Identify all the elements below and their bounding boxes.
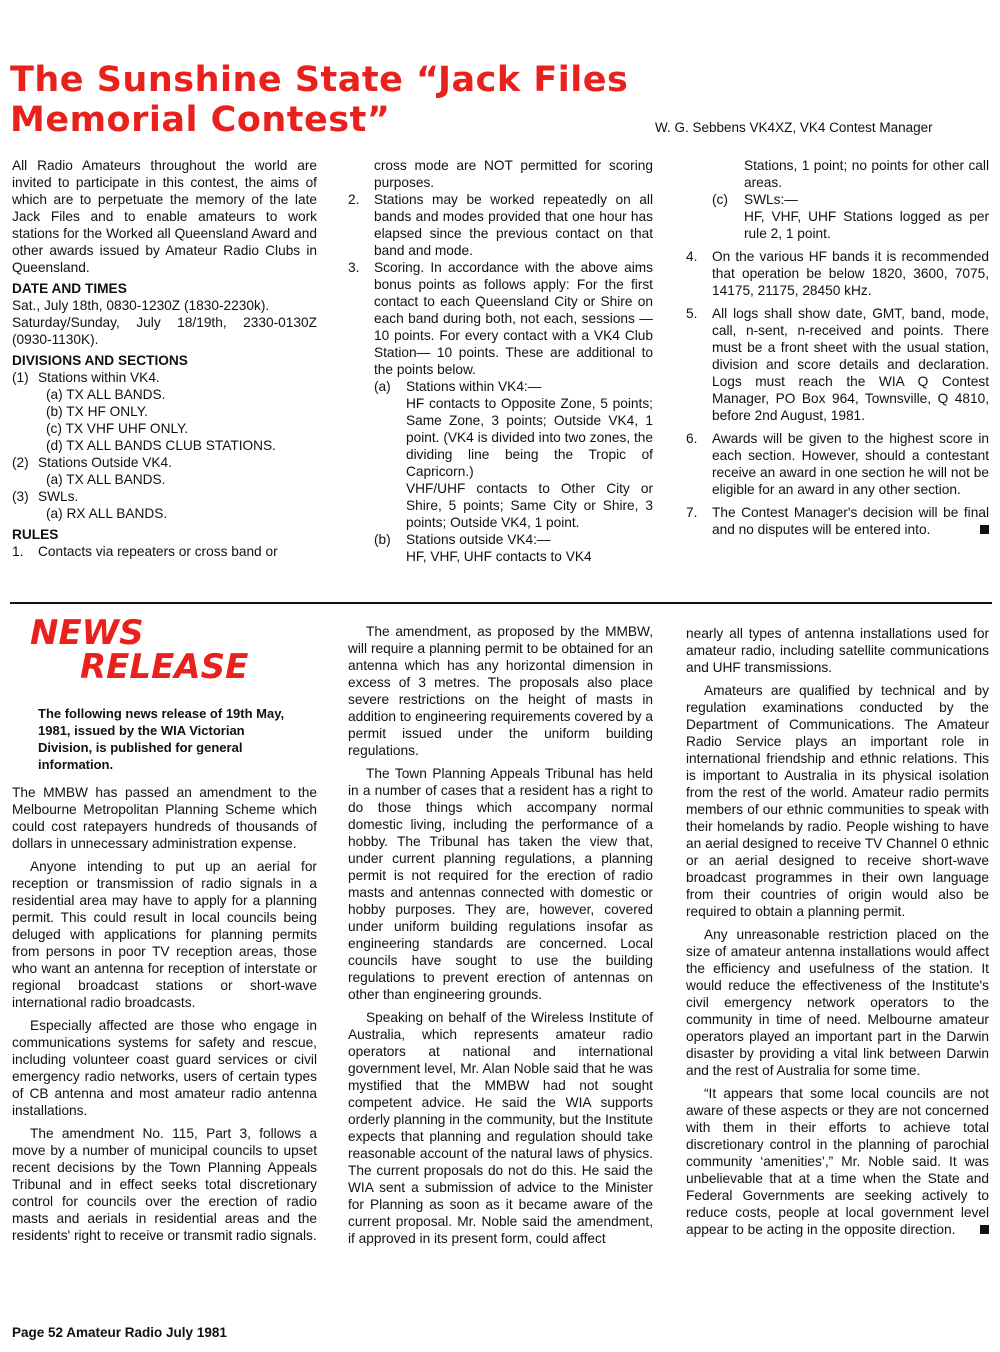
rule-3a: (a) Stations within VK4:—	[374, 379, 542, 394]
division-1a: (a) TX ALL BANDS.	[46, 387, 166, 402]
divisions-heading: DIVISIONS AND SECTIONS	[12, 353, 188, 368]
news-column-1	[12, 784, 317, 1244]
rule-7: 7. The Contest Manager's decision will be final and no disputes will be entered into.	[686, 505, 989, 537]
rule-1-start: 1. Contacts via repeaters or cross band or	[12, 544, 278, 559]
section-divider	[10, 602, 992, 604]
rule-3: 3. Scoring. In accordance with the above aims bonus points as follows apply: For the first contact to each Queensland City or Shire on each band during both, not each, sessions — 10 points. For every contact with a VK4 Club Station— 10 points. These are additional to the points below.	[348, 260, 653, 377]
rule-4: 4. On the various HF bands it is recommended that operation be below 1820, 3600, 7075, 14175, 21175, 28450 kHz.	[686, 249, 989, 298]
division-2a: (a) TX ALL BANDS.	[46, 472, 166, 487]
rule-2: 2. Stations may be worked repeatedly on all bands and modes provided that one hour has elapsed since the previous contact on that band and mode.	[348, 192, 653, 258]
division-1d: (d) TX ALL BANDS CLUB STATIONS.	[46, 438, 276, 453]
news-paragraph-6: The Town Planning Appeals Tribunal has held in a number of cases that a resident has a right to do those things which accompany normal domestic living, including the performance of a hobby. The Tribunal has taken the view that, under current planning regulations, a planning permit is not required for the erection of radio masts and antennas connected with domestic or hobby purposes. They are, however, covered under uniform building regulations insofar as engineering standards are concerned. Local councils have sought to use the building regulations to prevent erection of antennas on other than engineering grounds.	[348, 766, 653, 1002]
end-mark-icon	[980, 1225, 989, 1234]
division-1: (1) Stations within VK4.	[12, 370, 160, 385]
contest-column-2	[348, 157, 653, 565]
news-paragraph-1: The MMBW has passed an amendment to the Melbourne Metropolitan Planning Scheme which could cost ratepayers hundreds of thousands of dollars in unnecessary administration expense.	[12, 785, 317, 851]
news-paragraph-11: “It appears that some local councils are not aware of these aspects or they are not concerned with them in their efforts to achieve total discretionary control in the planning of parochial community ‘amenities’,” Mr. Noble said. It was unbelievable that at a time when the State and Federal Governments are seeking actively to reduce costs, people at local government level appear to be acting in the opposite direction.	[686, 1086, 989, 1237]
rule-3a-hf: HF contacts to Opposite Zone, 5 points; Same Zone, 3 points; Outside VK4, 1 point. (VK4 is divided into two zones, the dividing line being the Tropic of Capricorn.)	[406, 396, 653, 479]
rule-3c-text: HF, VHF, UHF Stations logged as per rule 2, 1 point.	[744, 209, 989, 241]
news-paragraph-2: Anyone intending to put up an aerial for reception or transmission of radio signals in a residential area may have to apply for a planning permit. This could result in local councils being deluged with applications for planning permits from persons in poor TV reception areas, those who want an antenna for reception of interstate or regional broadcast stations or short-wave international radio broadcasts.	[12, 859, 317, 1010]
rule-6: 6. Awards will be given to the highest score in each section. However, should a contestant receive an award in one section he will not be eligible for an award in any other section.	[686, 431, 989, 497]
news-column-3	[686, 625, 989, 1238]
division-1c: (c) TX VHF UHF ONLY.	[46, 421, 189, 436]
rules-heading: RULES	[12, 527, 59, 542]
news-paragraph-7: Speaking on behalf of the Wireless Institute of Australia, which represents amateur radio operators at national and international government level, Mr. Alan Noble said that he was mystified that the MMBW had not sought competent advice. He said the WIA supports orderly planning in the community, but the Institute expects that planning and regulation should take reasonable account of the natural laws of physics. The current proposals do not do this. He said the WIA sent a submission of advice to the Minister for Planning as soon as it became aware of the current proposal. Mr. Noble said the amendment, if approved in its present form, could affect	[348, 1010, 653, 1246]
contest-column-1	[12, 157, 317, 560]
rule-1-cont: cross mode are NOT permitted for scoring purposes.	[374, 158, 653, 190]
news-paragraph-4: The amendment No. 115, Part 3, follows a move by a number of municipal councils to upset recent decisions by the Town Planning Appeals Tribunal and in effect seeks total discretionary control for councils over the erection of radio masts and aerials in residential areas and the residents' right to receive or transmit radio signals.	[12, 1126, 317, 1243]
news-paragraph-8: nearly all types of antenna installations used for amateur radio, including satellite communications and UHF transmissions.	[686, 626, 989, 675]
news-lead: The following news release of 19th May, 1981, issued by the WIA Victorian Division, is published for general information.	[38, 706, 285, 772]
rule-3c: (c) SWLs:—	[712, 192, 798, 207]
division-2: (2) Stations Outside VK4.	[12, 455, 172, 470]
dates-line-1: Sat., July 18th, 0830-1230Z (1830-2230k).	[12, 298, 270, 313]
rule-3b-text: HF, VHF, UHF contacts to VK4	[406, 549, 592, 564]
news-paragraph-10: Any unreasonable restriction placed on the size of amateur antenna installations would affect the efficiency and usefulness of the station. It would reduce the effectiveness of the Institute's civil emergency network operators to the community in time of need. Melbourne amateur operators played an important part in the Darwin disaster by providing a vital link between Darwin and the rest of Australia for some time.	[686, 927, 989, 1078]
news-column-2	[348, 623, 653, 1247]
rule-3a-vhf: VHF/UHF contacts to Other City or Shire, 5 points; Same City or Shire, 3 points; Outside VK4, 1 point.	[406, 481, 653, 530]
rule-3b-cont: Stations, 1 point; no points for other call areas.	[744, 158, 989, 190]
division-3a: (a) RX ALL BANDS.	[46, 506, 168, 521]
news-paragraph-9: Amateurs are qualified by technical and by regulation examinations conducted by the Department of Communications. The Amateur Radio Service plays an important role in international friendship and ethnic relations. This is important to Australia in its physical isolation from the rest of the world. Amateur radio permits members of our ethnic communities to speak with their homelands by radio. People wishing to have an aerial designed to receive TV Channel 0 ethnic or an aerial designed to receive short-wave broadcast programmes in their own language from their countries of origin would also be required to obtain a planning permit.	[686, 683, 989, 919]
contest-intro: All Radio Amateurs throughout the world are invited to participate in this contest, the aims of which are to perpetuate the memory of the late Jack Files and to enable amateurs to work stations for the Worked all Queensland Award and other awards issued by Amateur Radio Clubs in Queensland.	[12, 158, 317, 275]
division-1b: (b) TX HF ONLY.	[46, 404, 148, 419]
page-footer: Page 52 Amateur Radio July 1981	[12, 1325, 227, 1340]
contest-column-3	[686, 157, 989, 538]
title-line-2: Memorial Contest”	[10, 100, 391, 140]
division-3: (3) SWLs.	[12, 489, 79, 504]
end-mark-icon	[980, 525, 989, 534]
title-line-1: The Sunshine State “Jack Files	[10, 60, 629, 100]
news-paragraph-3: Especially affected are those who engage in communications systems for safety and rescue, including volunteer coast guard services or civil emergency radio networks, users of certain types of CB antenna and most amateur radio antenna installations.	[12, 1018, 317, 1118]
author-byline: W. G. Sebbens VK4XZ, VK4 Contest Manager	[655, 120, 933, 135]
news-title-line-2: RELEASE	[80, 647, 249, 687]
dates-heading: DATE AND TIMES	[12, 281, 127, 296]
rule-5: 5. All logs shall show date, GMT, band, mode, call, n-sent, n-received and points. There must be a front sheet with the usual station, division and score details and declaration. Logs must reach the WIA Q Contest Manager, PO Box 964, Townsville, Q 4810, before 2nd August, 1981.	[686, 306, 989, 423]
dates-line-2: Saturday/Sunday, July 18/19th, 2330-0130Z (0930-1130K).	[12, 315, 317, 347]
news-paragraph-5: The amendment, as proposed by the MMBW, will require a planning permit to be obtained for an antenna which has any horizontal dimension in excess of 3 metres. The proposals also place severe restrictions on the height of masts in addition to engineering requirements covered by a permit issued under the uniform building regulations.	[348, 624, 653, 758]
news-title-line-1: NEWS	[30, 613, 144, 653]
rule-3b: (b) Stations outside VK4:—	[374, 532, 551, 547]
news-release-title	[30, 613, 249, 687]
